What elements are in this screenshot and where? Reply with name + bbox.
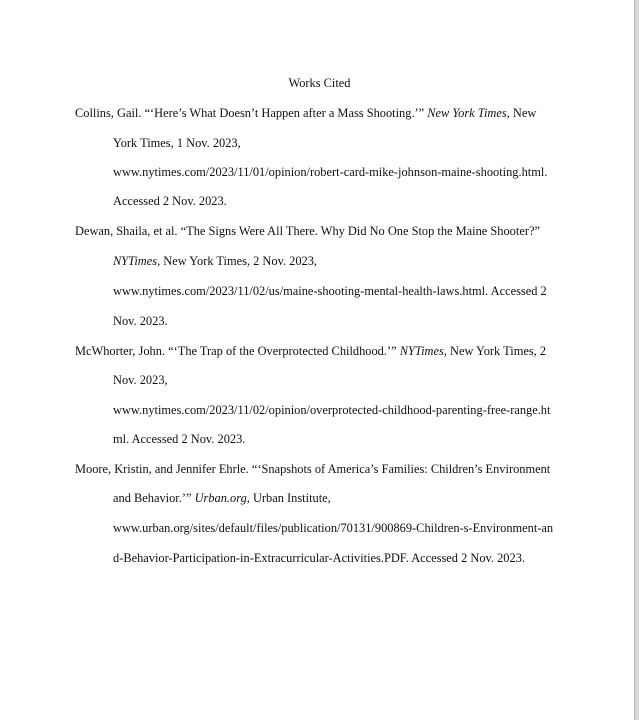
citation-entry-4-line-1	[75, 461, 550, 477]
citation-entry-3-line-4: ml. Accessed 2 Nov. 2023.	[113, 432, 246, 446]
citation-author: McWhorter, John.	[75, 344, 166, 358]
citation-entry-2-line-2	[113, 253, 317, 269]
citation-title: “‘Snapshots of America’s Families: Children’s Environment	[251, 462, 551, 476]
citation-container: NYTimes	[113, 254, 158, 268]
citation-publisher: , Urban Institute,	[246, 491, 331, 505]
citation-title: “‘Here’s What Doesn’t Happen after a Mass Shooting.’”	[144, 106, 425, 120]
citation-entry-1-line-2	[113, 135, 241, 151]
citation-entry-3-line-3: www.nytimes.com/2023/11/02/opinion/overprotected-childhood-parenting-free-range.ht	[113, 403, 551, 417]
page-title: Works Cited	[288, 76, 351, 90]
citation-title: “The Signs Were All There. Why Did No One Stop the Maine Shooter?”	[180, 224, 540, 238]
citation-entry-2-line-4: Nov. 2023.	[113, 314, 168, 328]
citation-entry-3-line-2: Nov. 2023,	[113, 373, 168, 387]
citation-entry-2-line-1	[75, 223, 540, 239]
citation-author: Collins, Gail.	[75, 106, 142, 120]
citation-author: Moore, Kristin, and Jennifer Ehrle.	[75, 462, 249, 476]
citation-entry-1-line-4: Accessed 2 Nov. 2023.	[113, 194, 227, 208]
citation-entry-2-line-3: www.nytimes.com/2023/11/02/us/maine-shooting-mental-health-laws.html. Accessed 2	[113, 284, 547, 298]
citation-entry-1-line-1	[75, 105, 536, 121]
citation-entry-4-line-3: www.urban.org/sites/default/files/publication/70131/900869-Children-s-Environment-an	[113, 521, 554, 535]
page-edge	[635, 0, 639, 720]
citation-publisher-date: , New York Times, 2	[443, 344, 547, 358]
citation-entry-3-line-1	[75, 343, 546, 359]
citation-publisher-date: , New York Times, 2 Nov. 2023,	[157, 254, 318, 268]
citation-publisher: , New	[506, 106, 537, 120]
citation-title-cont: and Behavior.’”	[113, 491, 192, 505]
citation-container: New York Times	[427, 106, 507, 120]
citation-container: Urban.org	[194, 491, 247, 505]
citation-publisher-date: York Times, 1 Nov. 2023,	[113, 136, 241, 150]
citation-entry-4-line-4: d-Behavior-Participation-in-Extracurricular-Activities.PDF. Accessed 2 Nov. 2023.	[113, 551, 525, 565]
citation-title: “‘The Trap of the Overprotected Childhood.’”	[168, 344, 397, 358]
citation-container: NYTimes	[399, 344, 444, 358]
citation-author: Dewan, Shaila, et al.	[75, 224, 178, 238]
citation-entry-1-line-3: www.nytimes.com/2023/11/01/opinion/robert-card-mike-johnson-maine-shooting.html.	[113, 165, 548, 179]
citation-entry-4-line-2	[113, 490, 331, 506]
